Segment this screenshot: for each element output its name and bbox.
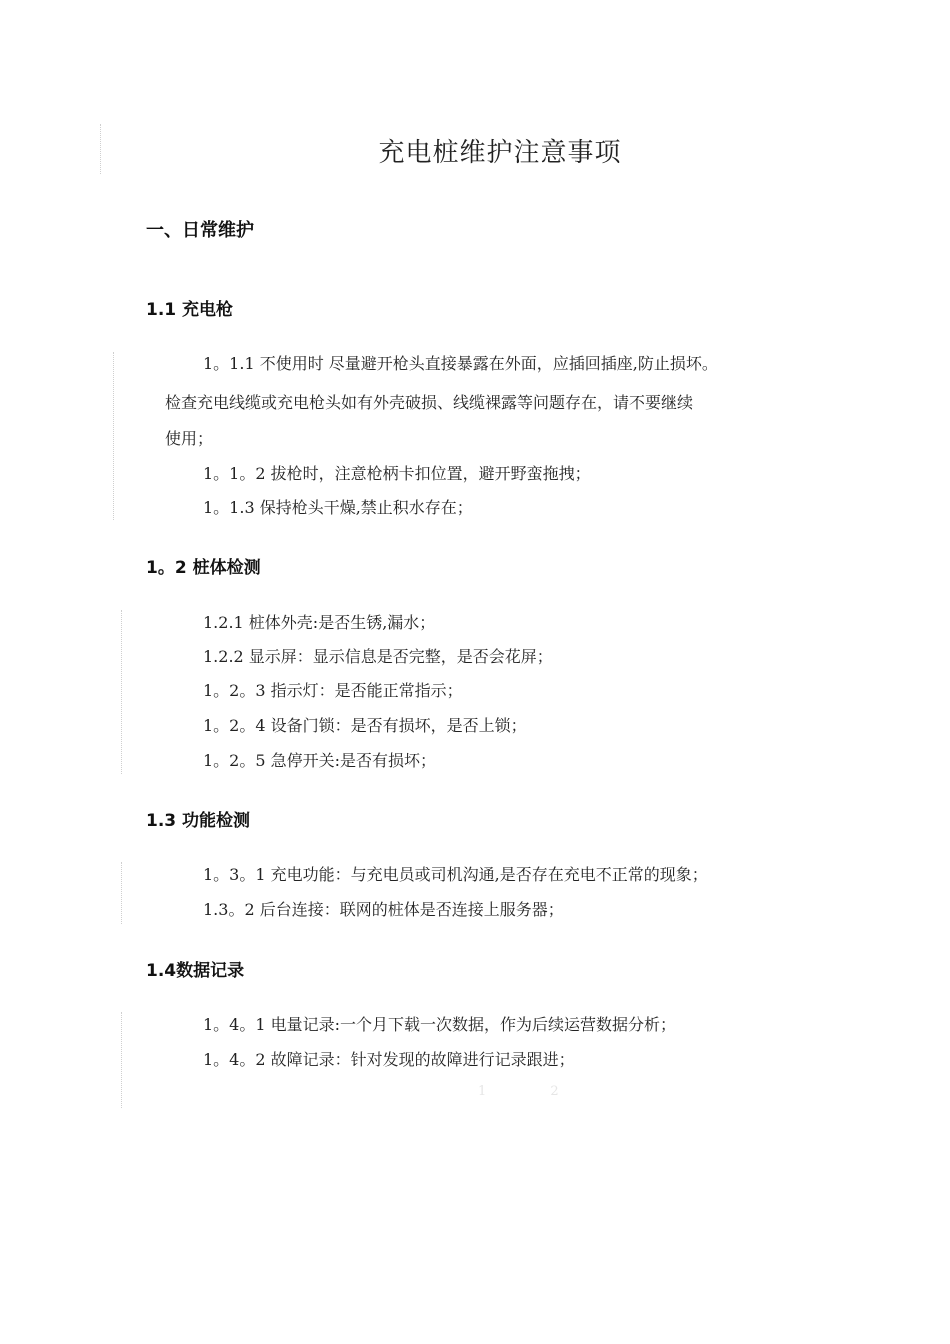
margin-marker (121, 610, 122, 774)
list-item: 1。3。1 充电功能：与充电员或司机沟通,是否存在充电不正常的现象； (203, 865, 708, 884)
list-item-continuation: 使用； (165, 429, 214, 448)
list-item: 1。4。2 故障记录：针对发现的故障进行记录跟进； (203, 1050, 575, 1069)
subsection-heading-1-4: 1.4数据记录 (146, 961, 245, 981)
list-item: 1。2。4 设备门锁：是否有损坏，是否上锁； (203, 716, 527, 735)
margin-marker (121, 1012, 122, 1108)
document-title: 充电桩维护注意事项 (378, 138, 622, 168)
subsection-heading-1-3: 1.3 功能检测 (146, 811, 251, 831)
page-number-mark: 1 2 (478, 1084, 589, 1099)
section-heading: 一、日常维护 (146, 220, 254, 241)
list-item: 1.3。2 后台连接：联网的桩体是否连接上服务器； (203, 900, 564, 919)
list-item: 1。1.3 保持枪头干燥,禁止积水存在； (203, 498, 473, 517)
list-item: 1。1.1 不使用时 尽量避开枪头直接暴露在外面，应插回插座,防止损坏。 (203, 354, 718, 373)
margin-marker (121, 862, 122, 924)
list-item: 1.2.2 显示屏：显示信息是否完整，是否会花屏； (203, 647, 553, 666)
subsection-heading-1-2: 1。2 桩体检测 (146, 558, 261, 578)
list-item: 1。2。3 指示灯：是否能正常指示； (203, 681, 463, 700)
margin-marker (113, 352, 114, 520)
list-item: 1。4。1 电量记录:一个月下载一次数据，作为后续运营数据分析； (203, 1015, 677, 1034)
subsection-heading-1-1: 1.1 充电枪 (146, 300, 234, 320)
list-item-continuation: 检查充电线缆或充电枪头如有外壳破损、线缆裸露等问题存在，请不要继续 (165, 393, 694, 412)
list-item: 1.2.1 桩体外壳:是否生锈,漏水； (203, 613, 436, 632)
list-item: 1。1。2 拔枪时，注意枪柄卡扣位置，避开野蛮拖拽； (203, 464, 591, 483)
list-item: 1。2。5 急停开关:是否有损坏； (203, 751, 437, 770)
